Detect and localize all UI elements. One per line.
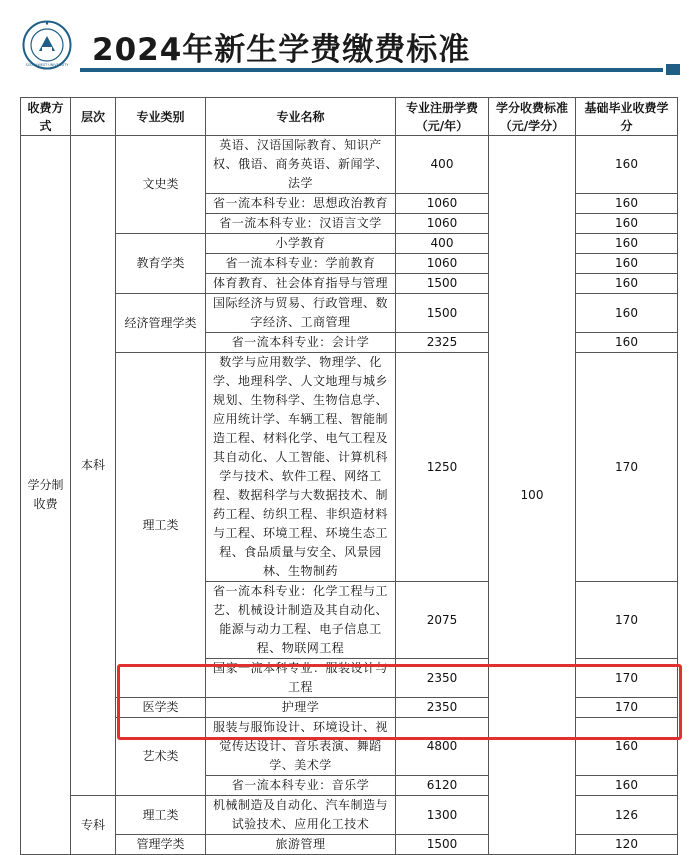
graduation-credits: 126 (576, 796, 678, 835)
graduation-credits: 160 (576, 194, 678, 214)
graduation-credits: 160 (576, 718, 678, 776)
table-row (21, 136, 678, 194)
credit-rate-cell: 100 (489, 136, 576, 855)
major-name: 机械制造及自动化、汽车制造与试验技术、应用化工技术 (206, 796, 396, 835)
graduation-credits: 170 (576, 698, 678, 718)
col-header: 专业注册学费（元/年） (396, 98, 489, 136)
graduation-credits: 170 (576, 659, 678, 698)
tuition-fee: 4800 (396, 718, 489, 776)
graduation-credits: 170 (576, 353, 678, 582)
table-row (21, 353, 678, 582)
category-cell: 管理学类 (116, 835, 206, 855)
header-row (21, 98, 678, 136)
tuition-fee: 1300 (396, 796, 489, 835)
major-name: 省一流本科专业：音乐学 (206, 776, 396, 796)
tuition-fee: 2350 (396, 659, 489, 698)
tuition-fee: 1060 (396, 254, 489, 274)
major-name: 服装与服饰设计、环境设计、视觉传达设计、音乐表演、舞蹈学、美术学 (206, 718, 396, 776)
page-title: 2024年新生学费缴费标准 (92, 32, 471, 68)
tuition-fee: 400 (396, 136, 489, 194)
tuition-fee: 6120 (396, 776, 489, 796)
level-cell: 专科 (71, 796, 116, 855)
graduation-credits: 160 (576, 294, 678, 333)
underline-square (666, 64, 680, 75)
major-name: 省一流本科专业：学前教育 (206, 254, 396, 274)
major-name: 省一流本科专业：化学工程与工艺、机械设计制造及其自动化、能源与动力工程、电子信息工程、物联网工程 (206, 582, 396, 659)
col-header: 收费方式 (21, 98, 71, 136)
tuition-fee: 1500 (396, 294, 489, 333)
graduation-credits: 160 (576, 333, 678, 353)
major-name: 护理学 (206, 698, 396, 718)
tuition-fee: 1250 (396, 353, 489, 582)
table-row (21, 796, 678, 835)
category-cell: 医学类 (116, 698, 206, 718)
university-logo (22, 20, 72, 70)
table-row (21, 698, 678, 718)
tuition-fee: 400 (396, 234, 489, 254)
category-cell: 理工类 (116, 353, 206, 698)
major-name: 省一流本科专业：思想政治教育 (206, 194, 396, 214)
tuition-fee: 1060 (396, 194, 489, 214)
tuition-fee: 2350 (396, 698, 489, 718)
col-header: 层次 (71, 98, 116, 136)
level-cell: 本科 (71, 136, 116, 796)
graduation-credits: 160 (576, 254, 678, 274)
tuition-fee: 1500 (396, 274, 489, 294)
fee-mode-cell: 学分制收费 (21, 136, 71, 855)
graduation-credits: 160 (576, 136, 678, 194)
fee-table (20, 97, 678, 855)
major-name: 数学与应用数学、物理学、化学、地理科学、人文地理与城乡规划、生物科学、生物信息学、应用统计学、车辆工程、智能制造工程、材料化学、电气工程及其自动化、人工智能、计算机科学与技术、软件工程、网络工程、数据科学与大数据技术、制药工程、纺织工程、非织造材料与工程、环境工程、环境生态工程、食品质量与安全、风景园林、生物制药 (206, 353, 396, 582)
col-header: 专业类别 (116, 98, 206, 136)
col-header: 专业名称 (206, 98, 396, 136)
col-header: 基础毕业收费学分 (576, 98, 678, 136)
category-cell: 文史类 (116, 136, 206, 234)
major-name: 旅游管理 (206, 835, 396, 855)
category-cell: 艺术类 (116, 718, 206, 796)
tuition-fee: 1060 (396, 214, 489, 234)
major-name: 小学教育 (206, 234, 396, 254)
graduation-credits: 170 (576, 582, 678, 659)
graduation-credits: 160 (576, 214, 678, 234)
major-name: 国家一流本科专业：服装设计与工程 (206, 659, 396, 698)
major-name: 英语、汉语国际教育、知识产权、俄语、商务英语、新闻学、法学 (206, 136, 396, 194)
table-row (21, 835, 678, 855)
col-header: 学分收费标准（元/学分） (489, 98, 576, 136)
svg-text:SOUTHWEST UNIVERSITY: SOUTHWEST UNIVERSITY (25, 63, 69, 67)
table-row (21, 234, 678, 254)
graduation-credits: 160 (576, 776, 678, 796)
major-name: 省一流本科专业：汉语言文学 (206, 214, 396, 234)
tuition-fee: 2075 (396, 582, 489, 659)
tuition-fee: 1500 (396, 835, 489, 855)
page-header (0, 0, 697, 90)
table-row (21, 294, 678, 333)
category-cell: 理工类 (116, 796, 206, 835)
graduation-credits: 160 (576, 234, 678, 254)
graduation-credits: 160 (576, 274, 678, 294)
major-name: 体育教育、社会体育指导与管理 (206, 274, 396, 294)
category-cell: 经济管理学类 (116, 294, 206, 353)
title-underline (80, 68, 663, 72)
table-row (21, 718, 678, 776)
major-name: 省一流本科专业：会计学 (206, 333, 396, 353)
category-cell: 教育学类 (116, 234, 206, 294)
graduation-credits: 120 (576, 835, 678, 855)
major-name: 国际经济与贸易、行政管理、数字经济、工商管理 (206, 294, 396, 333)
tuition-fee: 2325 (396, 333, 489, 353)
